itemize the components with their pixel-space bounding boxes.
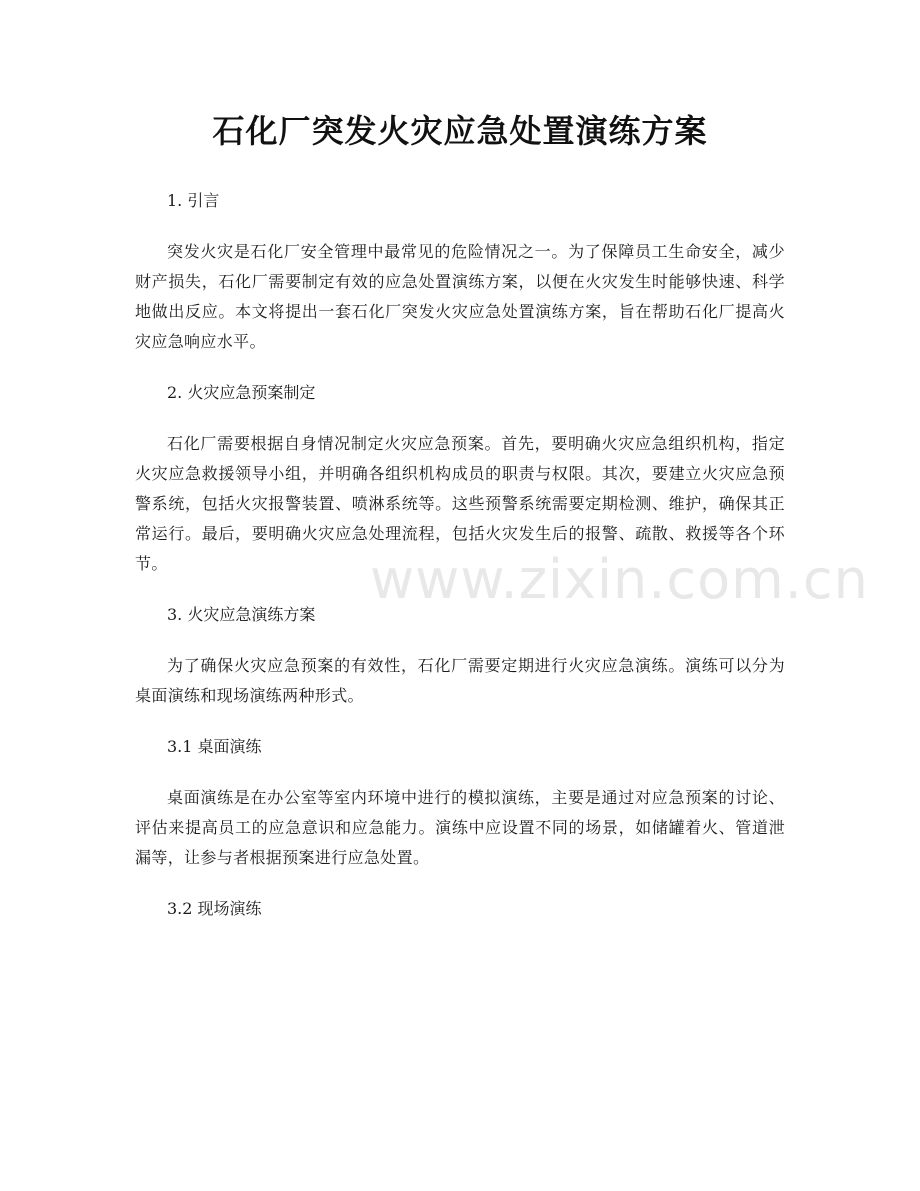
section-heading-intro: 1. 引言 (167, 191, 220, 210)
section-paragraph-intro: 突发火灾是石化厂安全管理中最常见的危险情况之一。为了保障员工生命安全，减少财产损失，石化厂需要制定有效的应急处置演练方案，以便在火灾发生时能够快速、科学地做出反应。本文将提出一套石化厂突发火灾应急处置演练方案，旨在帮助石化厂提高火灾应急响应水平。 (135, 242, 785, 351)
section-paragraph-tabletop: 桌面演练是在办公室等室内环境中进行的模拟演练，主要是通过对应急预案的讨论、评估来提高员工的应急意识和应急能力。演练中应设置不同的场景，如储罐着火、管道泄漏等，让参与者根据预案进行应急处置。 (135, 788, 785, 867)
section-heading-plan: 2. 火灾应急预案制定 (167, 383, 316, 402)
section-paragraph-plan: 石化厂需要根据自身情况制定火灾应急预案。首先，要明确火灾应急组织机构，指定火灾应急救援领导小组，并明确各组织机构成员的职责与权限。其次，要建立火灾应急预警系统，包括火灾报警装置、喷淋系统等。这些预警系统需要定期检测、维护，确保其正常运行。最后，要明确火灾应急处理流程，包括火灾发生后的报警、疏散、救援等各个环节。 (135, 434, 785, 573)
document-title: 石化厂突发火灾应急处置演练方案 (212, 112, 708, 150)
section-heading-drill: 3. 火灾应急演练方案 (167, 605, 316, 624)
section-heading-field: 3.2 现场演练 (167, 899, 262, 918)
section-heading-tabletop: 3.1 桌面演练 (167, 737, 262, 756)
section-paragraph-drill: 为了确保火灾应急预案的有效性，石化厂需要定期进行火灾应急演练。演练可以分为桌面演练和现场演练两种形式。 (135, 656, 785, 705)
document-body (135, 186, 785, 945)
watermark-text: www.zixin.com.cn (370, 548, 869, 611)
